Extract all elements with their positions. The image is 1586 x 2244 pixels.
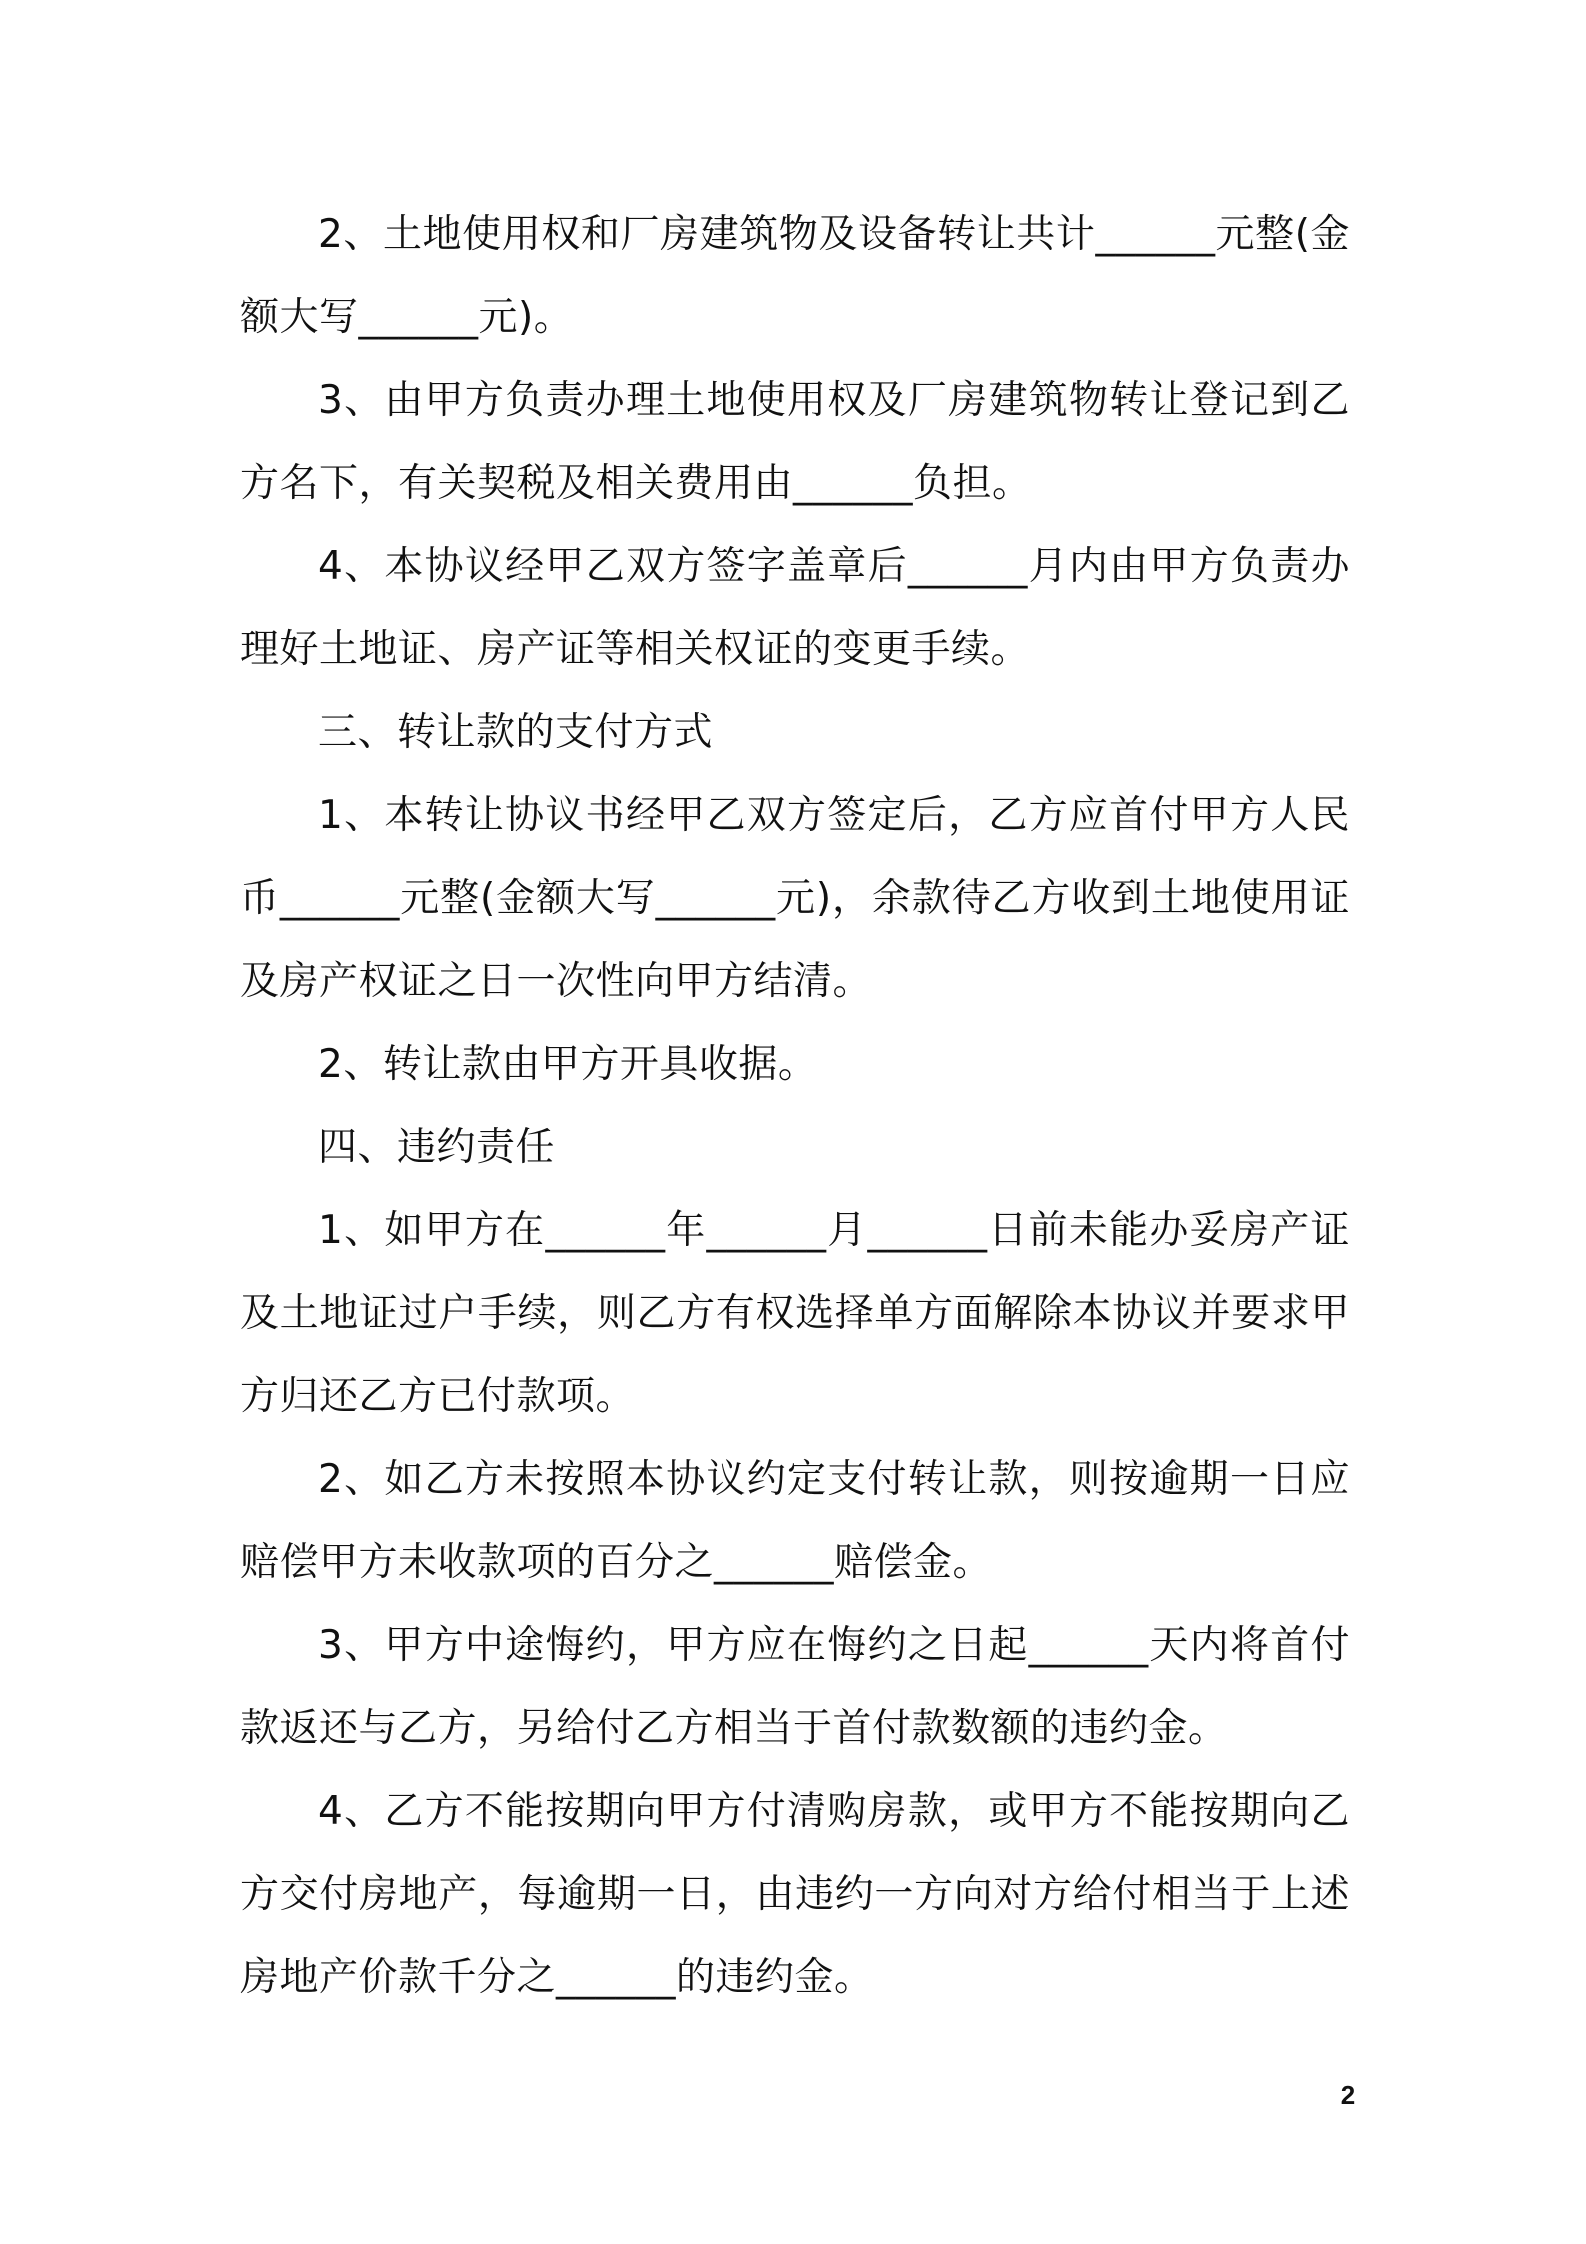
clause-2-transfer-price: 2、土地使用权和厂房建筑物及设备转让共计______元整(金额大写______元)。	[240, 212, 1350, 340]
page-number: 2	[1340, 2080, 1356, 2110]
payment-clause-1: 1、本转让协议书经甲乙双方签定后，乙方应首付甲方人民币______元整(金额大写______元)，余款待乙方收到土地使用证及房产权证之日一次性向甲方结清。	[240, 793, 1350, 1004]
liability-clause-4: 4、乙方不能按期向甲方付清购房款，或甲方不能按期向乙方交付房地产，每逾期一日，由违约一方向对方给付相当于上述房地产价款千分之______的违约金。	[240, 1789, 1350, 2000]
liability-clause-3: 3、甲方中途悔约，甲方应在悔约之日起______天内将首付款返还与乙方，另给付乙方相当于首付款数额的违约金。	[240, 1623, 1350, 1751]
clause-4-certificate-change: 4、本协议经甲乙双方签字盖章后______月内由甲方负责办理好土地证、房产证等相关权证的变更手续。	[240, 544, 1350, 672]
clause-3-registration: 3、由甲方负责办理土地使用权及厂房建筑物转让登记到乙方名下，有关契税及相关费用由______负担。	[240, 378, 1350, 506]
liability-clause-1: 1、如甲方在______年______月______日前未能办妥房产证及土地证过户手续，则乙方有权选择单方面解除本协议并要求甲方归还乙方已付款项。	[240, 1208, 1350, 1419]
document-body	[240, 193, 1350, 2019]
section-heading-liability: 四、违约责任	[318, 1125, 556, 1170]
liability-clause-2: 2、如乙方未按照本协议约定支付转让款，则按逾期一日应赔偿甲方未收款项的百分之______赔偿金。	[240, 1457, 1350, 1585]
payment-clause-2: 2、转让款由甲方开具收据。	[318, 1042, 818, 1087]
section-heading-payment: 三、转让款的支付方式	[318, 710, 714, 755]
